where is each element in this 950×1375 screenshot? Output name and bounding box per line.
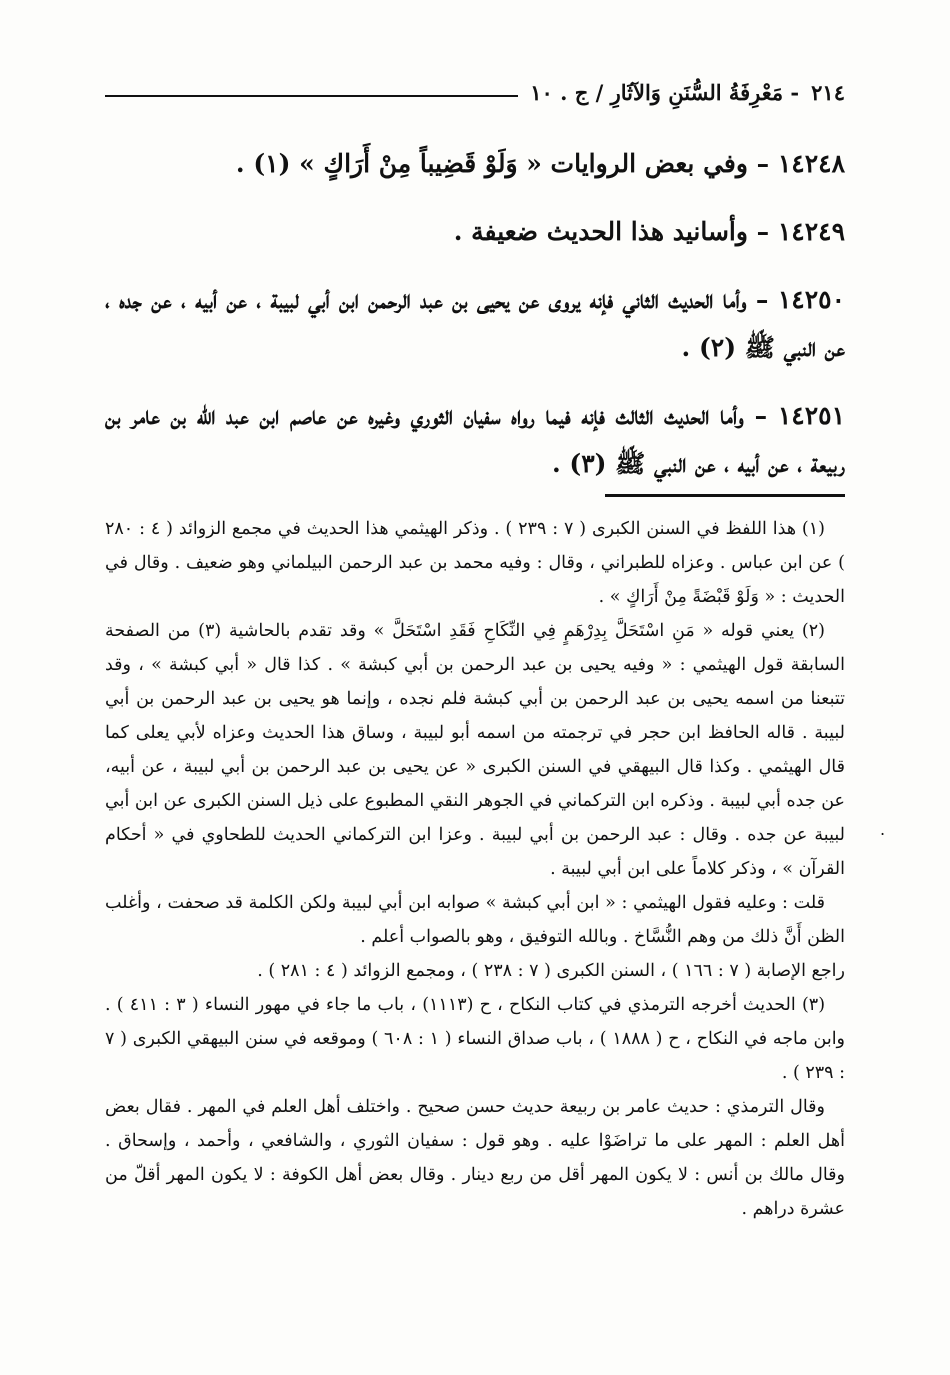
footnote-2-comment: قلت : وعليه فقول الهيثمي : « ابن أبي كبشة » صوابه ابن أبي لبيبة ولكن الكلمة قد صحفت ، وأغلب الظن أَنَّ ذلك من وهم النُّسَّاخ . وبالله التوفيق ، وهو بالصواب أعلم . xyxy=(105,893,845,947)
footnote-1: (١) هذا اللفظ في السنن الكبرى ( ٧ : ٢٣٩ ) . وذكر الهيثمي هذا الحديث في مجمع الزوائد ( ٤ : ٢٨٠ ) عن ابن عباس . وعزاه للطبراني ، وقال : وفيه محمد بن عبد الرحمن البيلماني وهو ضعيف . وقال في الحديث : « وَلَوْ قَبْضَةً مِنْ أَرَاكٍ » . xyxy=(105,519,845,607)
book-title: - مَعْرِفَةُ السُّنَنِ وَالآثَارِ / ج . ١٠ xyxy=(530,80,800,105)
footnote-2-references: راجع الإصابة ( ٧ : ١٦٦ ) ، السنن الكبرى ( ٧ : ٢٣٨ ) ، ومجمع الزوائد ( ٤ : ٢٨١ ) . xyxy=(257,961,845,981)
paragraph-14249: ١٤٢٤٩ – وأسانيد هذا الحديث ضعيفة . xyxy=(453,217,845,246)
running-head xyxy=(105,80,845,105)
paragraph-14248: ١٤٢٤٨ – وفي بعض الروايات « وَلَوْ قَضِيباً مِنْ أَرَاكٍ » (١) . xyxy=(235,149,845,178)
main-text xyxy=(105,140,845,508)
margin-mark: . xyxy=(880,820,886,839)
header-rule xyxy=(105,95,518,97)
footnote-separator xyxy=(605,494,845,497)
footnote-3-tirmidhi: وقال الترمذي : حديث عامر بن ربيعة حديث حسن صحيح . واختلف أهل العلم في المهر . فقال بعض أهل العلم : المهر على ما تراضَوْا عليه . وهو قول : سفيان الثوري ، والشافعي ، وأحمد ، وإسحاق . وقال مالك بن أنس : لا يكون المهر أقل من ربع دينار . وقال بعض أهل الكوفة : لا يكون المهر أقلّ من عشرة دراهم . xyxy=(105,1097,845,1219)
paragraph-14250: ١٤٢٥٠ – وأما الحديث الثاني فإنه يروى عن يحيى بن عبد الرحمن ابن أبي لبيبة ، عن أبيه ، عن جده ، عن النبي ﷺ (٢) . xyxy=(105,285,845,362)
footnotes xyxy=(105,512,845,1226)
paragraph-14251: ١٤٢٥١ – وأما الحديث الثالث فإنه فيما رواه سفيان الثوري وغيره عن عاصم ابن عبد الله بن عامر بن ربيعة ، عن أبيه ، عن النبي ﷺ (٣) . xyxy=(105,401,845,478)
footnote-2: (٢) يعني قوله « مَنِ اسْتَحَلَّ بِدِرْهَمٍ فِي النِّكَاحِ فَقَدِ اسْتَحَلَّ » وقد تقدم بالحاشية (٣) من الصفحة السابقة قول الهيثمي : « وفيه يحيى بن عبد الرحمن بن أبي كبشة » . كذا قال « أبي كبشة » ، وقد تتبعنا من اسمه يحيى بن عبد الرحمن بن أبي كبشة فلم نجده ، وإنما هو يحيى بن عبد الرحمن بن أبي لبيبة . قاله الحافظ ابن حجر في ترجمته من اسمه أبو لبيبة ، وساق هذا الحديث وعزاه لأبي يعلى كما قال الهيثمي . وكذا قال البيهقي في السنن الكبرى « عن يحيى بن عبد الرحمن بن أبي لبيبة ، عن أبيه، عن جده أبي لبيبة . وذكره ابن التركماني في الجوهر النقي المطبوع على ذيل السنن الكبرى عن ابن أبي لبيبة عن جده . وقال : عبد الرحمن بن أبي لبيبة . وعزا ابن التركماني الحديث للطحاوي في « أحكام القرآن » ، وذكر كلاماً على ابن أبي لبيبة . xyxy=(105,621,845,879)
page-number: ٢١٤ xyxy=(811,80,845,105)
footnote-3: (٣) الحديث أخرجه الترمذي في كتاب النكاح ، ح (١١١٣) ، باب ما جاء في مهور النساء ( ٣ : ٤١١ ) . وابن ماجه في النكاح ، ح ( ١٨٨٨ ) ، باب صداق النساء ( ١ : ٦٠٨ ) وموقعه في سنن البيهقي الكبرى ( ٧ : ٢٣٩ ) . xyxy=(105,995,846,1083)
